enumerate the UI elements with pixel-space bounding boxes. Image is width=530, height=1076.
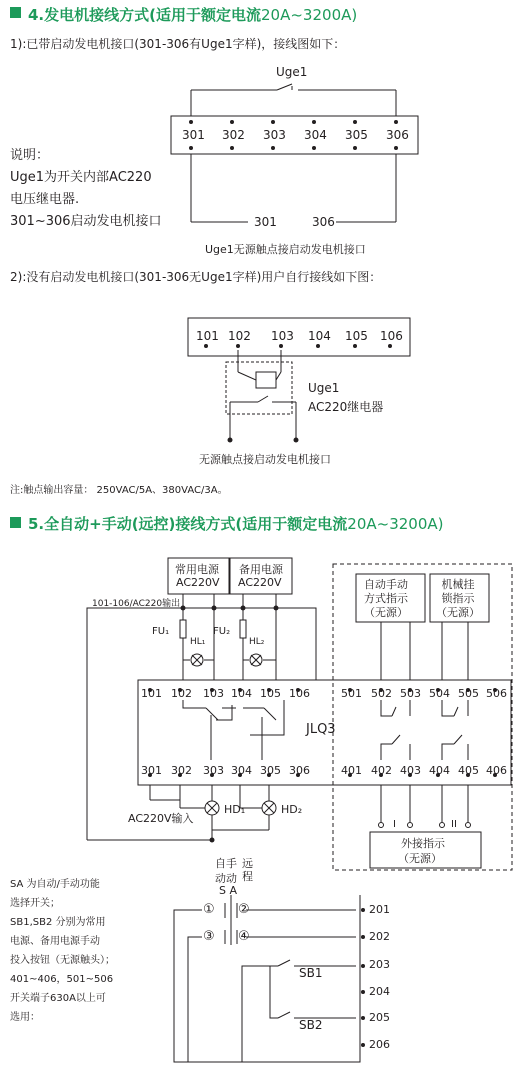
note-line: Uge1为开关内部AC220 [10,170,152,185]
terminal-label: 301 [182,128,205,142]
bottom-terminal: 306 [289,764,310,777]
top-terminal: 102 [171,687,192,700]
caption1: Uge1无源触点接启动发电机接口 [205,243,366,256]
hd1-label: HD₁ [224,803,246,816]
terminal-dots-2 [204,344,392,443]
sa-auto-label: 自手 [215,857,237,870]
sub2-text: 2):没有启动发电机接口(301-306无Uge1字样)用户自行接线如下图： [10,270,382,284]
bottom-terminal: 401 [341,764,362,777]
note-line: 电压继电器. [10,192,80,207]
mech-lock-indicator: 机械挂 锁指示 （无源） [436,578,480,619]
bottom-terminal: 305 [260,764,281,777]
terminal-label: 302 [222,128,245,142]
auto-manual-indicator: 自动手动 方式指示 （无源） [364,578,408,619]
sa-auto-label2: 动动 [215,872,237,885]
top-terminal: 103 [203,687,224,700]
bottom-terminal: 403 [400,764,421,777]
top-terminal: 506 [486,687,507,700]
bottom-terminal: 304 [231,764,252,777]
roman-one: I [393,819,396,830]
diagram-user-wiring [188,318,410,440]
sub1-text: 1):已带启动发电机接口(301-306有Uge1字样)，接线图如下： [10,37,346,51]
sa-remote-label: 远 [242,857,253,870]
bottom-terminal: 402 [371,764,392,777]
circle-num: ② [238,902,250,917]
relay2-desc: AC220继电器 [308,400,384,414]
terminal-label: 304 [304,128,327,142]
terminal-label: 105 [345,329,368,343]
output-note: 101-106/AC220输出 [92,599,181,609]
backup-power-label: 备用电源 [239,563,283,576]
ac-input-label: AC220V输入 [128,812,194,825]
controller-label: JLQ3 [306,722,336,737]
terminal-label: 101 [196,329,219,343]
output-terminal-label: 301 [254,215,277,229]
bottom-terminal: 303 [203,764,224,777]
roman-two: II [451,819,457,830]
top-terminal: 503 [400,687,421,700]
ext-indicator-passive: （无源） [398,852,442,865]
top-terminal: 101 [141,687,162,700]
note-line: 301~306启动发电机接口 [10,214,162,229]
sa-note: SA 为自动/手动功能 选择开关； SB1,SB2 分别为常用 电源、备用电源手动 投入按钮（无源触头）； 401~406，501~506 开关端子630A以上可 选用： [10,879,115,1023]
capacity-note: 注:触点输出容量： 250VAC/5A、380VAC/3A。 [10,485,228,496]
top-terminal: 106 [289,687,310,700]
section5-title: 5.全自动+手动(远控)接线方式(适用于额定电流20A~3200A) [28,515,444,533]
bottom-terminal: 301 [141,764,162,777]
hl1-label: HL₁ [190,637,206,647]
switch-terminal: 202 [369,930,390,943]
note-title: 说明： [10,148,50,163]
top-terminal: 105 [260,687,281,700]
top-terminal: 504 [429,687,450,700]
section-marker [10,517,21,528]
caption2: 无源触点接启动发电机接口 [199,453,331,466]
top-terminal: 502 [371,687,392,700]
terminal-label: 102 [228,329,251,343]
top-terminal: 505 [458,687,479,700]
terminal-label: 305 [345,128,368,142]
switch-terminal: 203 [369,958,390,971]
fu1-label: FU₁ [152,626,170,637]
fu2-label: FU₂ [213,626,231,637]
circle-num: ④ [238,929,250,944]
relay-label: Uge1 [276,65,308,79]
hd2-label: HD₂ [281,803,303,816]
switch-terminal: 204 [369,985,390,998]
bottom-terminal: 302 [171,764,192,777]
section4-title: 4.发电机接线方式(适用于额定电流20A~3200A) [28,6,358,24]
switch-terminal: 206 [369,1038,390,1051]
circle-num: ③ [203,929,215,944]
sb1-label: SB1 [299,966,323,980]
terminal-label: 106 [380,329,403,343]
sa-remote-label2: 程 [242,870,253,883]
output-terminal-label: 306 [312,215,335,229]
normal-power-label: 常用电源 [175,563,219,576]
circle-num: ① [203,902,215,917]
normal-volt-label: AC220V [176,576,220,589]
switch-terminal: 205 [369,1011,390,1024]
terminal-label: 104 [308,329,331,343]
terminal-label: 103 [271,329,294,343]
backup-volt-label: AC220V [238,576,282,589]
switch-terminal: 201 [369,903,390,916]
bottom-terminal: 405 [458,764,479,777]
terminal-label: 306 [386,128,409,142]
relay2-label: Uge1 [308,381,340,395]
hl2-label: HL₂ [249,637,265,647]
bottom-terminal: 406 [486,764,507,777]
top-terminal: 104 [231,687,252,700]
terminal-label: 303 [263,128,286,142]
diagram-generator-interface [171,84,418,222]
sb2-label: SB2 [299,1018,323,1032]
bottom-terminal: 404 [429,764,450,777]
ext-indicator-label: 外接指示 [401,837,445,850]
sa-label: S A [219,884,238,897]
top-terminal: 501 [341,687,362,700]
